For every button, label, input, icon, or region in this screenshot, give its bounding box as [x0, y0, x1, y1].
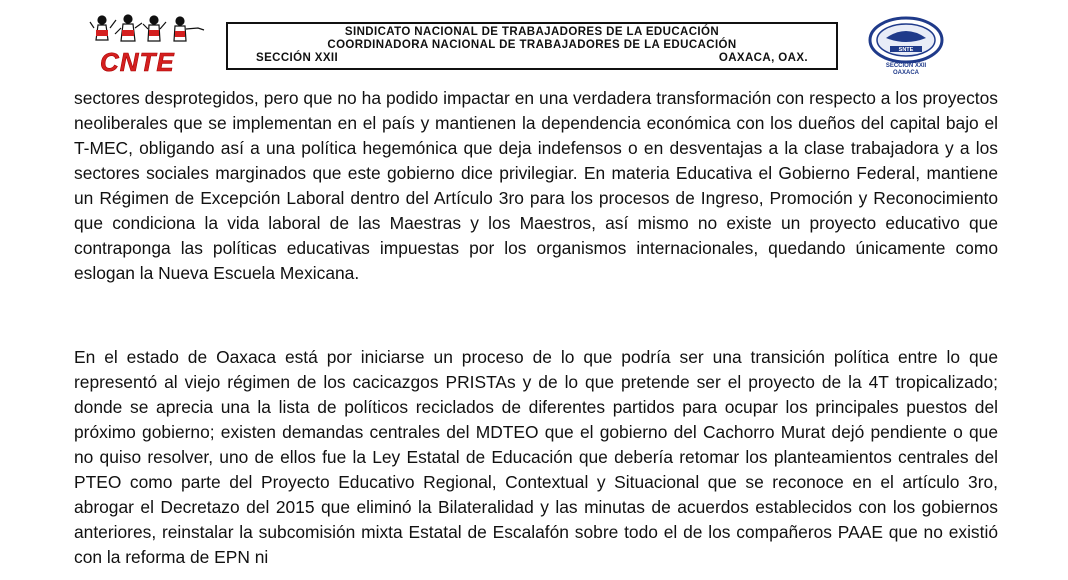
cnte-logo — [80, 14, 210, 77]
section-label: SECCIÓN XXII — [256, 52, 339, 64]
location-label: OAXACA, OAX. — [718, 52, 808, 64]
paragraph-2 — [74, 345, 998, 570]
paragraph-1-text: sectores desprotegidos, pero que no ha podido impactar en una verdadera transformación con respecto a los proyectos neoliberales que se implementan en el país y mantienen la dependencia económica con los dueños del capital bajo el T-MEC, obligando así a una política hegemónica que deja indefensos o en desventajas a la clase trabajadora y a los sectores sociales marginados que este gobierno dice privilegiar. En materia Educativa el Gobierno Federal, mantiene un Régimen de Excepción Laboral dentro del Artículo 3ro para los procesos de Ingreso, Promoción y Reconocimiento que condiciona la vida laboral de las Maestras y los Maestros, así mismo no existe un proyecto educativo que contraponga las políticas educativas impuestas por los organismos internacionales, quedando únicamente como eslogan la Nueva Escuela Mexicana. — [74, 88, 998, 283]
seal-caption-2: OAXACA — [892, 70, 920, 76]
letterhead — [80, 14, 960, 77]
title-line-1: SINDICATO NACIONAL DE TRABAJADORES DE LA EDUCACIÓN — [344, 26, 720, 38]
title-line-2: COORDINADORA NACIONAL DE TRABAJADORES DE LA EDUCACIÓN — [327, 39, 737, 51]
snte-seal-icon — [856, 16, 956, 76]
cnte-figures-icon — [88, 14, 206, 50]
paragraph-2-text: En el estado de Oaxaca está por iniciarse un proceso de lo que podría ser una transición política entre lo que representó al viejo régimen de los cacicazgos PRISTAs y de lo que pretende ser el proyecto de la 4T tropicalizado; donde se aprecia una la lista de políticos reciclados de diferentes partidos para ocupar los principales puestos del próximo gobierno; existen demandas centrales del MDTEO que el gobierno del Cachorro Murat dejó pendiente o que no quiso resolver, uno de ellos fue la Ley Estatal de Educación que debería retomar los planteamientos centrales del PTEO como parte del Proyecto Educativo Regional, Contextual y Situacional que se reconoce en el artículo 3ro, abrogar el Decretazo del 2015 que eliminó la Bilateralidad y las minutas de acuerdos establecidos con los gobiernos anteriores, reinstalar la subcomisión mixta Estatal de Escalafón sobre todo el de los compañeros PAAE que no existió con la reforma de EPN ni — [74, 347, 998, 567]
seal-text: SNTE — [898, 47, 914, 53]
paragraph-1 — [74, 86, 998, 286]
seal-caption-1: SECCION XXII — [885, 63, 927, 69]
cnte-brand-text: CNTE — [100, 47, 175, 77]
union-title-box — [226, 22, 838, 70]
